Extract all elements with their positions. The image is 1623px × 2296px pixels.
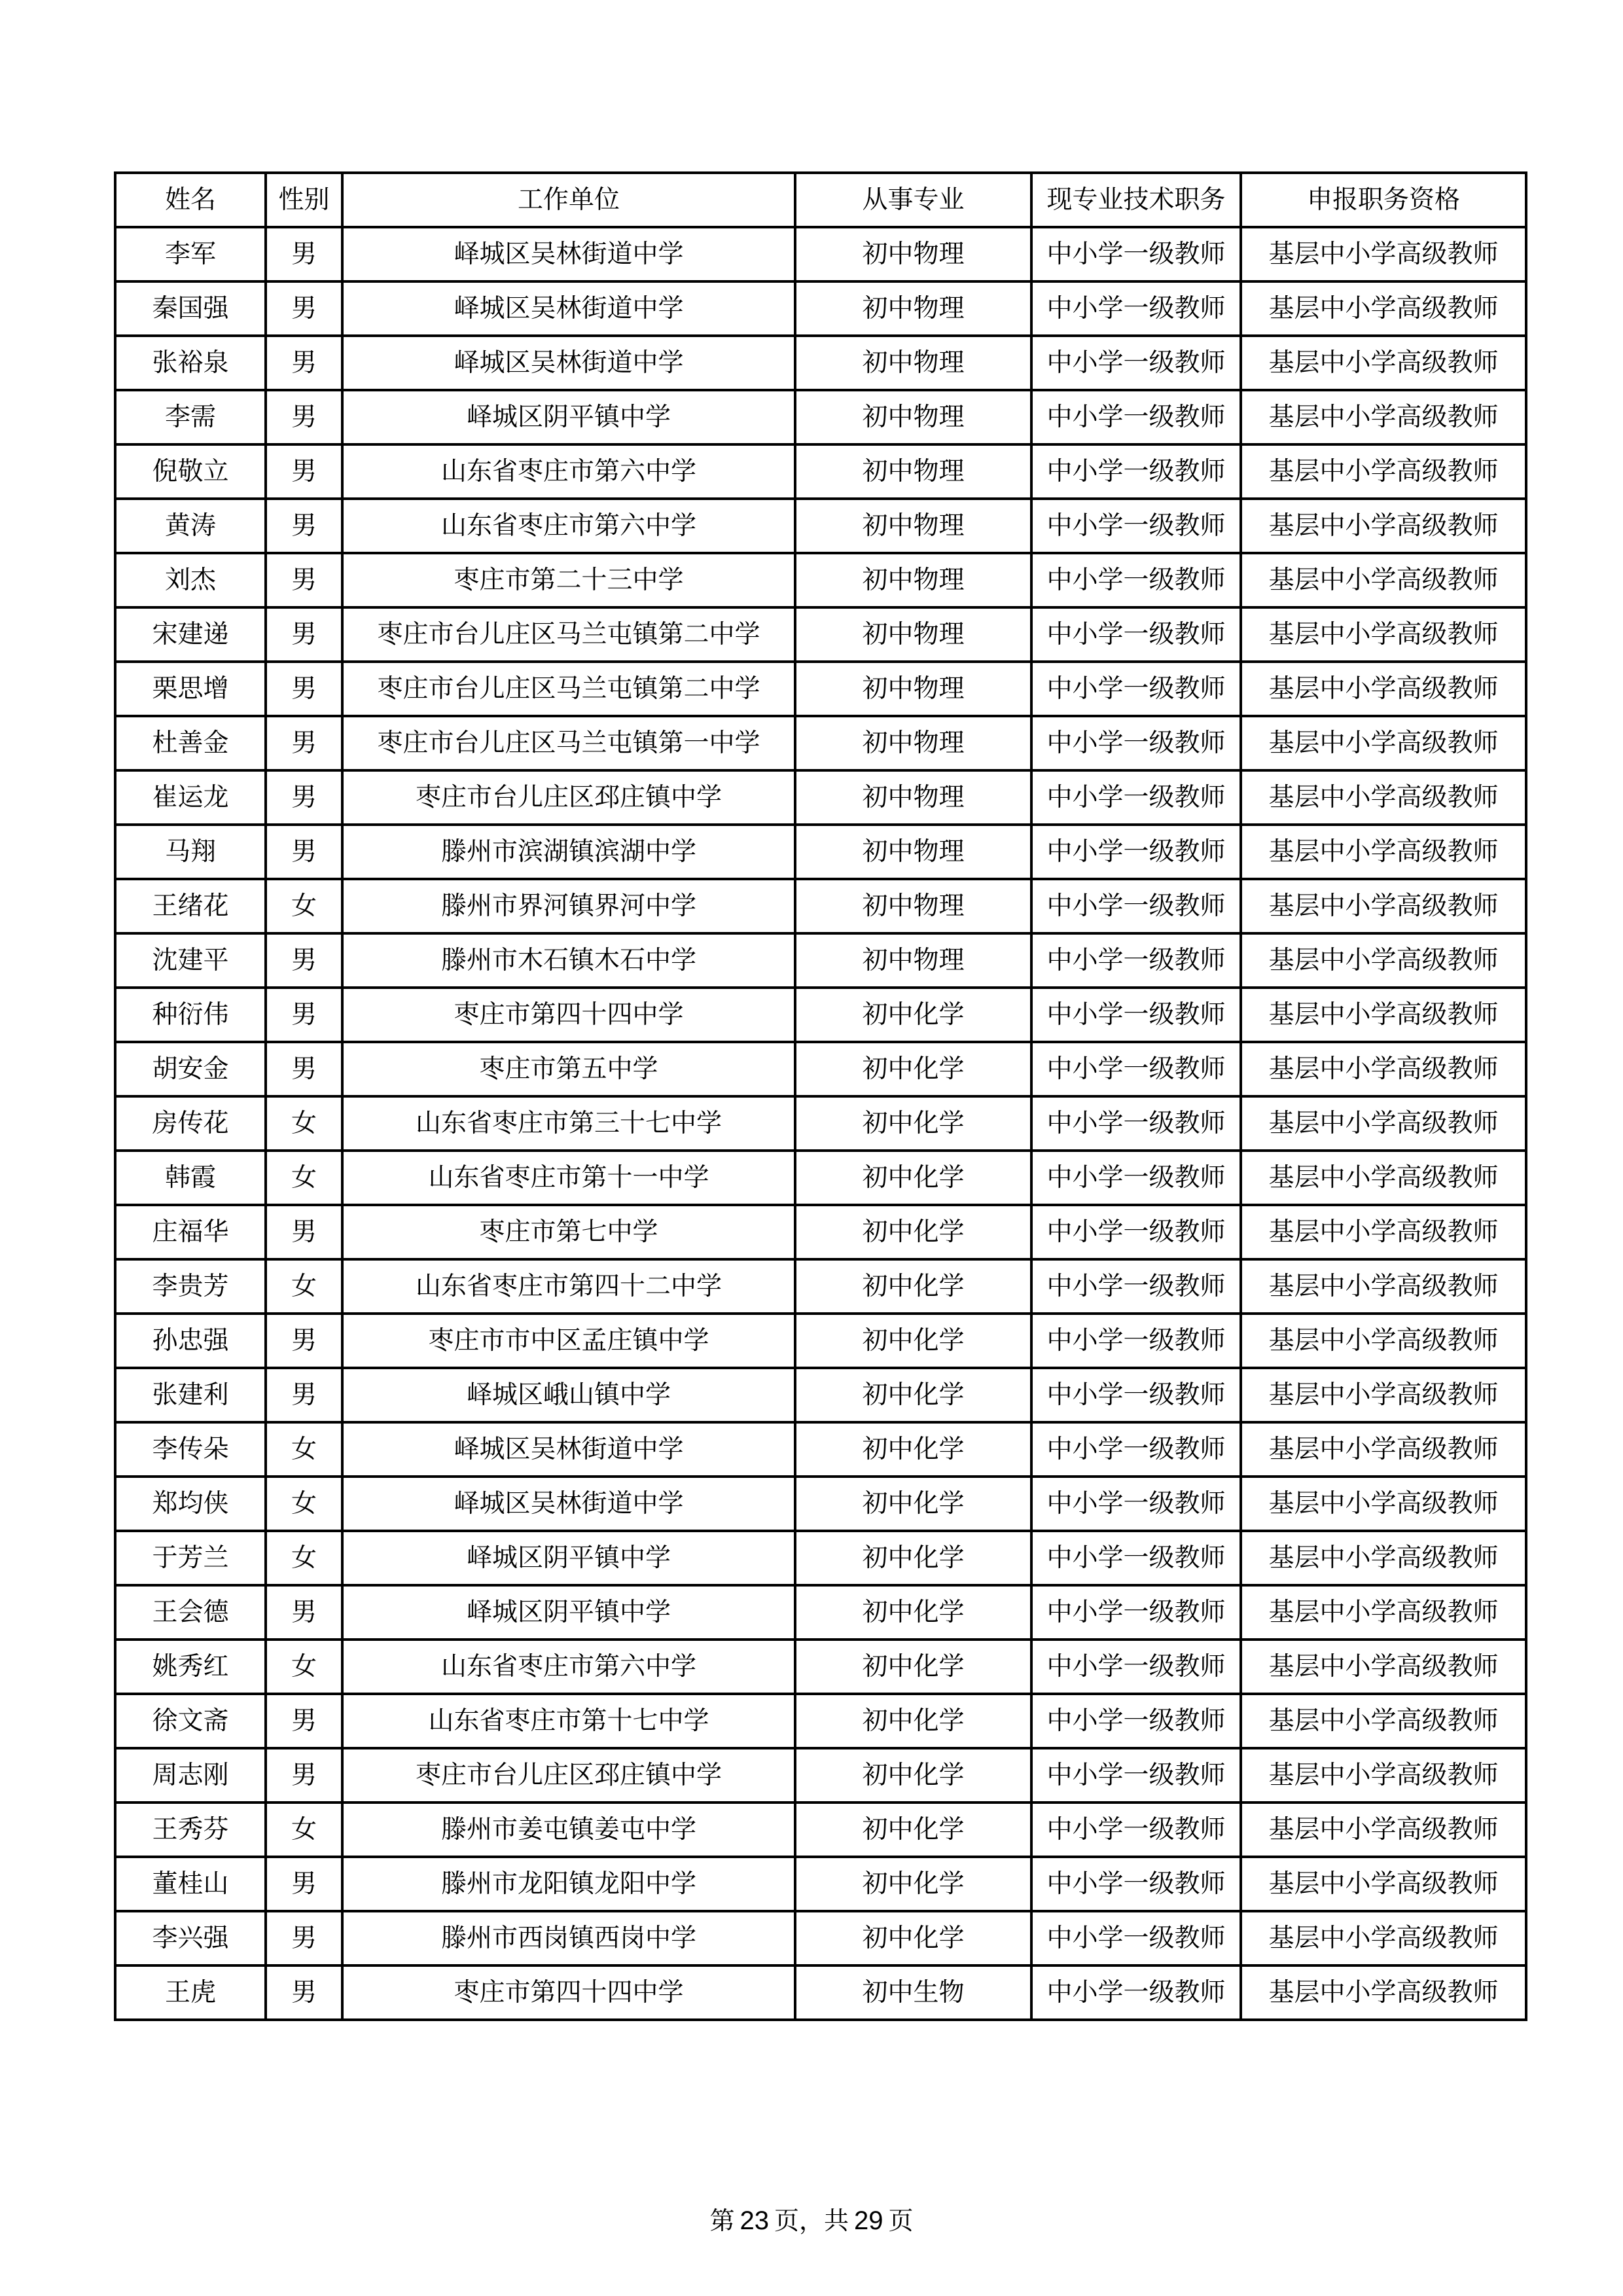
footer-prefix: 第 — [709, 2206, 735, 2235]
cell-name: 张裕泉 — [115, 336, 266, 390]
cell-work-unit: 山东省枣庄市第十一中学 — [342, 1151, 795, 1205]
cell-major: 初中生物 — [795, 1965, 1031, 2020]
cell-work-unit: 滕州市滨湖镇滨湖中学 — [342, 825, 795, 879]
cell-applied-qualification: 基层中小学高级教师 — [1241, 825, 1526, 879]
cell-name: 秦国强 — [115, 281, 266, 336]
cell-gender: 女 — [266, 1531, 342, 1585]
table-row — [115, 1259, 1526, 1314]
table-row — [115, 444, 1526, 499]
cell-gender: 女 — [266, 879, 342, 933]
cell-gender: 女 — [266, 1803, 342, 1857]
cell-current-title: 中小学一级教师 — [1031, 444, 1241, 499]
cell-name: 郑均侠 — [115, 1477, 266, 1531]
cell-work-unit: 山东省枣庄市第四十二中学 — [342, 1259, 795, 1314]
table-row — [115, 281, 1526, 336]
cell-current-title: 中小学一级教师 — [1031, 227, 1241, 281]
cell-current-title: 中小学一级教师 — [1031, 988, 1241, 1042]
table-header-row — [115, 173, 1526, 227]
table-row — [115, 1477, 1526, 1531]
cell-gender: 男 — [266, 390, 342, 444]
table-row — [115, 1368, 1526, 1422]
cell-current-title: 中小学一级教师 — [1031, 1694, 1241, 1748]
cell-major: 初中化学 — [795, 1368, 1031, 1422]
cell-major: 初中化学 — [795, 1911, 1031, 1965]
cell-work-unit: 峄城区峨山镇中学 — [342, 1368, 795, 1422]
cell-gender: 男 — [266, 662, 342, 716]
cell-work-unit: 峄城区吴林街道中学 — [342, 1422, 795, 1477]
cell-major: 初中物理 — [795, 553, 1031, 607]
cell-work-unit: 枣庄市台儿庄区马兰屯镇第二中学 — [342, 662, 795, 716]
header-applied-qualification: 申报职务资格 — [1241, 173, 1526, 227]
cell-major: 初中化学 — [795, 1640, 1031, 1694]
cell-work-unit: 峄城区阴平镇中学 — [342, 1585, 795, 1640]
cell-current-title: 中小学一级教师 — [1031, 607, 1241, 662]
cell-gender: 男 — [266, 716, 342, 770]
cell-current-title: 中小学一级教师 — [1031, 1531, 1241, 1585]
cell-major: 初中化学 — [795, 1531, 1031, 1585]
cell-current-title: 中小学一级教师 — [1031, 1368, 1241, 1422]
cell-applied-qualification: 基层中小学高级教师 — [1241, 1585, 1526, 1640]
table-row — [115, 607, 1526, 662]
cell-name: 杜善金 — [115, 716, 266, 770]
table-row — [115, 390, 1526, 444]
table-row — [115, 553, 1526, 607]
cell-current-title: 中小学一级教师 — [1031, 1259, 1241, 1314]
cell-name: 胡安金 — [115, 1042, 266, 1096]
cell-name: 徐文斋 — [115, 1694, 266, 1748]
cell-work-unit: 峄城区阴平镇中学 — [342, 390, 795, 444]
cell-gender: 女 — [266, 1477, 342, 1531]
table-row — [115, 1803, 1526, 1857]
table-row — [115, 716, 1526, 770]
cell-gender: 男 — [266, 227, 342, 281]
cell-name: 张建利 — [115, 1368, 266, 1422]
cell-current-title: 中小学一级教师 — [1031, 1857, 1241, 1911]
cell-current-title: 中小学一级教师 — [1031, 1748, 1241, 1803]
cell-work-unit: 枣庄市台儿庄区邳庄镇中学 — [342, 1748, 795, 1803]
cell-work-unit: 枣庄市第四十四中学 — [342, 1965, 795, 2020]
cell-applied-qualification: 基层中小学高级教师 — [1241, 1965, 1526, 2020]
table-row — [115, 336, 1526, 390]
cell-major: 初中化学 — [795, 1748, 1031, 1803]
cell-work-unit: 山东省枣庄市第六中学 — [342, 444, 795, 499]
cell-major: 初中化学 — [795, 1042, 1031, 1096]
cell-major: 初中物理 — [795, 607, 1031, 662]
cell-name: 王会德 — [115, 1585, 266, 1640]
table-row — [115, 1857, 1526, 1911]
table-row — [115, 227, 1526, 281]
cell-current-title: 中小学一级教师 — [1031, 1151, 1241, 1205]
cell-major: 初中物理 — [795, 770, 1031, 825]
cell-name: 姚秀红 — [115, 1640, 266, 1694]
cell-work-unit: 枣庄市台儿庄区马兰屯镇第二中学 — [342, 607, 795, 662]
cell-gender: 男 — [266, 1857, 342, 1911]
cell-applied-qualification: 基层中小学高级教师 — [1241, 499, 1526, 553]
cell-name: 李兴强 — [115, 1911, 266, 1965]
cell-applied-qualification: 基层中小学高级教师 — [1241, 716, 1526, 770]
cell-gender: 女 — [266, 1096, 342, 1151]
cell-major: 初中化学 — [795, 988, 1031, 1042]
table-row — [115, 933, 1526, 988]
cell-major: 初中物理 — [795, 716, 1031, 770]
cell-applied-qualification: 基层中小学高级教师 — [1241, 1531, 1526, 1585]
cell-applied-qualification: 基层中小学高级教师 — [1241, 1096, 1526, 1151]
cell-gender: 男 — [266, 1368, 342, 1422]
cell-name: 沈建平 — [115, 933, 266, 988]
cell-name: 黄涛 — [115, 499, 266, 553]
cell-applied-qualification: 基层中小学高级教师 — [1241, 553, 1526, 607]
cell-major: 初中物理 — [795, 444, 1031, 499]
cell-name: 房传花 — [115, 1096, 266, 1151]
cell-gender: 男 — [266, 336, 342, 390]
cell-gender: 男 — [266, 1585, 342, 1640]
cell-name: 种衍伟 — [115, 988, 266, 1042]
table-row — [115, 1640, 1526, 1694]
cell-name: 周志刚 — [115, 1748, 266, 1803]
page-footer — [0, 2200, 1623, 2236]
cell-applied-qualification: 基层中小学高级教师 — [1241, 390, 1526, 444]
cell-name: 李传朵 — [115, 1422, 266, 1477]
cell-current-title: 中小学一级教师 — [1031, 1314, 1241, 1368]
cell-work-unit: 滕州市西岗镇西岗中学 — [342, 1911, 795, 1965]
footer-suffix: 页 — [888, 2206, 914, 2235]
cell-applied-qualification: 基层中小学高级教师 — [1241, 607, 1526, 662]
cell-current-title: 中小学一级教师 — [1031, 1096, 1241, 1151]
table-row — [115, 1096, 1526, 1151]
cell-major: 初中化学 — [795, 1096, 1031, 1151]
cell-gender: 男 — [266, 988, 342, 1042]
cell-work-unit: 枣庄市第二十三中学 — [342, 553, 795, 607]
table-row — [115, 1151, 1526, 1205]
cell-gender: 男 — [266, 553, 342, 607]
cell-major: 初中化学 — [795, 1259, 1031, 1314]
cell-current-title: 中小学一级教师 — [1031, 933, 1241, 988]
cell-work-unit: 山东省枣庄市第十七中学 — [342, 1694, 795, 1748]
cell-current-title: 中小学一级教师 — [1031, 1803, 1241, 1857]
cell-applied-qualification: 基层中小学高级教师 — [1241, 662, 1526, 716]
cell-work-unit: 枣庄市台儿庄区马兰屯镇第一中学 — [342, 716, 795, 770]
cell-current-title: 中小学一级教师 — [1031, 716, 1241, 770]
cell-name: 栗思增 — [115, 662, 266, 716]
cell-major: 初中化学 — [795, 1314, 1031, 1368]
table-row — [115, 1911, 1526, 1965]
cell-work-unit: 峄城区吴林街道中学 — [342, 281, 795, 336]
cell-applied-qualification: 基层中小学高级教师 — [1241, 1368, 1526, 1422]
cell-work-unit: 枣庄市市中区孟庄镇中学 — [342, 1314, 795, 1368]
table-row — [115, 988, 1526, 1042]
cell-name: 倪敬立 — [115, 444, 266, 499]
cell-major: 初中物理 — [795, 499, 1031, 553]
cell-major: 初中物理 — [795, 933, 1031, 988]
total-pages-number: 29 — [854, 2206, 883, 2235]
cell-name: 李军 — [115, 227, 266, 281]
cell-applied-qualification: 基层中小学高级教师 — [1241, 1422, 1526, 1477]
cell-applied-qualification: 基层中小学高级教师 — [1241, 988, 1526, 1042]
cell-current-title: 中小学一级教师 — [1031, 1422, 1241, 1477]
cell-applied-qualification: 基层中小学高级教师 — [1241, 1911, 1526, 1965]
cell-current-title: 中小学一级教师 — [1031, 499, 1241, 553]
cell-work-unit: 枣庄市台儿庄区邳庄镇中学 — [342, 770, 795, 825]
cell-applied-qualification: 基层中小学高级教师 — [1241, 1857, 1526, 1911]
cell-applied-qualification: 基层中小学高级教师 — [1241, 336, 1526, 390]
cell-gender: 男 — [266, 444, 342, 499]
cell-applied-qualification: 基层中小学高级教师 — [1241, 1259, 1526, 1314]
cell-current-title: 中小学一级教师 — [1031, 281, 1241, 336]
cell-applied-qualification: 基层中小学高级教师 — [1241, 1042, 1526, 1096]
cell-name: 王绪花 — [115, 879, 266, 933]
cell-applied-qualification: 基层中小学高级教师 — [1241, 1151, 1526, 1205]
cell-major: 初中物理 — [795, 825, 1031, 879]
table-row — [115, 1422, 1526, 1477]
header-gender: 性别 — [266, 173, 342, 227]
cell-work-unit: 峄城区吴林街道中学 — [342, 336, 795, 390]
cell-current-title: 中小学一级教师 — [1031, 770, 1241, 825]
cell-applied-qualification: 基层中小学高级教师 — [1241, 444, 1526, 499]
cell-gender: 男 — [266, 1042, 342, 1096]
cell-major: 初中物理 — [795, 662, 1031, 716]
cell-applied-qualification: 基层中小学高级教师 — [1241, 770, 1526, 825]
cell-applied-qualification: 基层中小学高级教师 — [1241, 281, 1526, 336]
cell-applied-qualification: 基层中小学高级教师 — [1241, 879, 1526, 933]
cell-gender: 男 — [266, 1694, 342, 1748]
cell-current-title: 中小学一级教师 — [1031, 662, 1241, 716]
cell-gender: 男 — [266, 1911, 342, 1965]
cell-work-unit: 山东省枣庄市第六中学 — [342, 1640, 795, 1694]
cell-current-title: 中小学一级教师 — [1031, 553, 1241, 607]
cell-work-unit: 枣庄市第七中学 — [342, 1205, 795, 1259]
cell-gender: 男 — [266, 933, 342, 988]
table-row — [115, 1585, 1526, 1640]
cell-major: 初中物理 — [795, 227, 1031, 281]
table-row — [115, 1314, 1526, 1368]
cell-applied-qualification: 基层中小学高级教师 — [1241, 1803, 1526, 1857]
cell-major: 初中化学 — [795, 1151, 1031, 1205]
header-work-unit: 工作单位 — [342, 173, 795, 227]
cell-name: 刘杰 — [115, 553, 266, 607]
cell-gender: 女 — [266, 1259, 342, 1314]
cell-applied-qualification: 基层中小学高级教师 — [1241, 227, 1526, 281]
cell-gender: 男 — [266, 281, 342, 336]
cell-current-title: 中小学一级教师 — [1031, 1477, 1241, 1531]
cell-gender: 男 — [266, 1748, 342, 1803]
cell-current-title: 中小学一级教师 — [1031, 390, 1241, 444]
cell-major: 初中化学 — [795, 1857, 1031, 1911]
cell-applied-qualification: 基层中小学高级教师 — [1241, 1205, 1526, 1259]
cell-name: 王虎 — [115, 1965, 266, 2020]
cell-applied-qualification: 基层中小学高级教师 — [1241, 1694, 1526, 1748]
table-row — [115, 1531, 1526, 1585]
cell-applied-qualification: 基层中小学高级教师 — [1241, 1748, 1526, 1803]
cell-work-unit: 滕州市界河镇界河中学 — [342, 879, 795, 933]
applicant-table — [114, 171, 1527, 2021]
cell-work-unit: 山东省枣庄市第六中学 — [342, 499, 795, 553]
cell-work-unit: 峄城区阴平镇中学 — [342, 1531, 795, 1585]
cell-name: 孙忠强 — [115, 1314, 266, 1368]
cell-gender: 男 — [266, 1965, 342, 2020]
cell-gender: 女 — [266, 1151, 342, 1205]
footer-middle: 页，共 — [774, 2206, 849, 2235]
table-row — [115, 879, 1526, 933]
header-major: 从事专业 — [795, 173, 1031, 227]
current-page-number: 23 — [740, 2206, 769, 2235]
cell-name: 李贵芳 — [115, 1259, 266, 1314]
cell-work-unit: 滕州市木石镇木石中学 — [342, 933, 795, 988]
cell-applied-qualification: 基层中小学高级教师 — [1241, 1477, 1526, 1531]
cell-current-title: 中小学一级教师 — [1031, 1205, 1241, 1259]
cell-applied-qualification: 基层中小学高级教师 — [1241, 1314, 1526, 1368]
cell-applied-qualification: 基层中小学高级教师 — [1241, 933, 1526, 988]
cell-work-unit: 山东省枣庄市第三十七中学 — [342, 1096, 795, 1151]
cell-work-unit: 滕州市姜屯镇姜屯中学 — [342, 1803, 795, 1857]
cell-gender: 男 — [266, 1314, 342, 1368]
cell-major: 初中物理 — [795, 390, 1031, 444]
cell-name: 马翔 — [115, 825, 266, 879]
cell-gender: 男 — [266, 770, 342, 825]
cell-gender: 女 — [266, 1422, 342, 1477]
table-row — [115, 770, 1526, 825]
cell-gender: 男 — [266, 1205, 342, 1259]
table-body — [115, 227, 1526, 2020]
cell-applied-qualification: 基层中小学高级教师 — [1241, 1640, 1526, 1694]
cell-major: 初中化学 — [795, 1205, 1031, 1259]
cell-name: 韩霞 — [115, 1151, 266, 1205]
cell-major: 初中化学 — [795, 1422, 1031, 1477]
cell-name: 庄福华 — [115, 1205, 266, 1259]
table-row — [115, 1694, 1526, 1748]
cell-current-title: 中小学一级教师 — [1031, 879, 1241, 933]
cell-major: 初中化学 — [795, 1585, 1031, 1640]
cell-work-unit: 枣庄市第四十四中学 — [342, 988, 795, 1042]
cell-name: 王秀芬 — [115, 1803, 266, 1857]
header-current-title: 现专业技术职务 — [1031, 173, 1241, 227]
cell-current-title: 中小学一级教师 — [1031, 336, 1241, 390]
cell-major: 初中物理 — [795, 879, 1031, 933]
cell-major: 初中化学 — [795, 1803, 1031, 1857]
cell-current-title: 中小学一级教师 — [1031, 1042, 1241, 1096]
cell-current-title: 中小学一级教师 — [1031, 1585, 1241, 1640]
cell-name: 李需 — [115, 390, 266, 444]
cell-name: 宋建递 — [115, 607, 266, 662]
cell-gender: 男 — [266, 499, 342, 553]
cell-major: 初中物理 — [795, 336, 1031, 390]
cell-major: 初中物理 — [795, 281, 1031, 336]
cell-work-unit: 峄城区吴林街道中学 — [342, 1477, 795, 1531]
cell-current-title: 中小学一级教师 — [1031, 1640, 1241, 1694]
cell-major: 初中化学 — [795, 1477, 1031, 1531]
cell-gender: 男 — [266, 607, 342, 662]
cell-name: 于芳兰 — [115, 1531, 266, 1585]
table-row — [115, 662, 1526, 716]
cell-current-title: 中小学一级教师 — [1031, 1911, 1241, 1965]
cell-gender: 女 — [266, 1640, 342, 1694]
cell-work-unit: 枣庄市第五中学 — [342, 1042, 795, 1096]
table-row — [115, 1965, 1526, 2020]
table-row — [115, 825, 1526, 879]
table-row — [115, 499, 1526, 553]
cell-gender: 男 — [266, 825, 342, 879]
cell-work-unit: 滕州市龙阳镇龙阳中学 — [342, 1857, 795, 1911]
table-row — [115, 1042, 1526, 1096]
cell-major: 初中化学 — [795, 1694, 1031, 1748]
cell-current-title: 中小学一级教师 — [1031, 825, 1241, 879]
cell-work-unit: 峄城区吴林街道中学 — [342, 227, 795, 281]
cell-current-title: 中小学一级教师 — [1031, 1965, 1241, 2020]
header-name: 姓名 — [115, 173, 266, 227]
cell-name: 董桂山 — [115, 1857, 266, 1911]
table-row — [115, 1748, 1526, 1803]
table-row — [115, 1205, 1526, 1259]
cell-name: 崔运龙 — [115, 770, 266, 825]
